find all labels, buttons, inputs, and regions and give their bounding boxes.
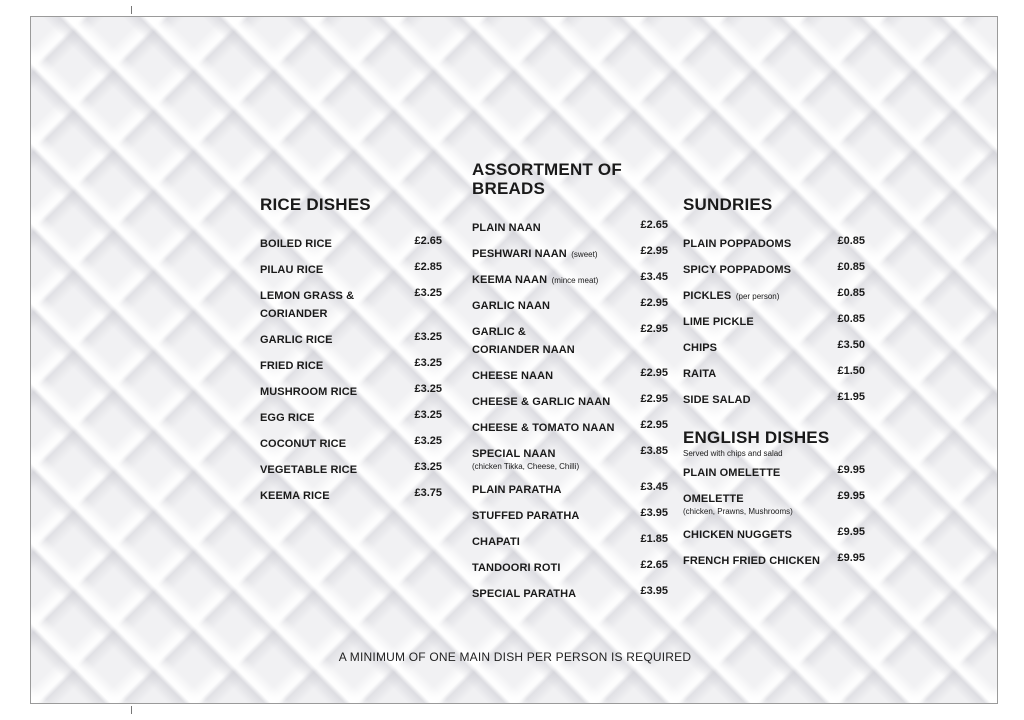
menu-item-note: (mince meat) <box>551 276 599 285</box>
menu-item-price: £2.95 <box>640 393 668 405</box>
sundries-section <box>683 195 865 577</box>
menu-item-price: £3.45 <box>640 481 668 493</box>
menu-item-price: £0.85 <box>837 313 865 325</box>
english-dishes-title: ENGLISH DISHES <box>683 428 830 447</box>
menu-item-text <box>683 312 833 330</box>
menu-item-text <box>260 408 400 426</box>
menu-item <box>683 260 865 278</box>
menu-item <box>472 322 668 358</box>
menu-item-price: £3.25 <box>414 383 442 395</box>
menu-item-price: £2.65 <box>640 559 668 571</box>
menu-item <box>472 244 668 262</box>
menu-item <box>472 270 668 288</box>
menu-item-text <box>472 558 636 576</box>
menu-item-name: STUFFED PARATHA <box>472 510 580 522</box>
menu-item-text <box>683 463 833 481</box>
menu-item-text <box>472 506 636 524</box>
menu-item-text <box>683 551 833 569</box>
menu-item-text <box>472 532 636 550</box>
menu-item <box>260 460 442 478</box>
menu-item-price: £2.95 <box>640 367 668 379</box>
menu-item-text <box>472 480 636 498</box>
menu-item-name: PICKLES <box>683 290 732 302</box>
menu-item-name: PLAIN POPPADOMS <box>683 238 792 250</box>
menu-item-price: £9.95 <box>837 490 865 502</box>
menu-item-name: TANDOORI ROTI <box>472 562 561 574</box>
menu-item-price: £1.50 <box>837 365 865 377</box>
menu-item-price: £9.95 <box>837 526 865 538</box>
menu-item-text <box>472 218 636 236</box>
menu-item-name: OMELETTE <box>683 493 744 505</box>
menu-item-name: KEEMA NAAN <box>472 274 548 286</box>
menu-item-name: LEMON GRASS & CORIANDER <box>260 290 355 320</box>
menu-item-text <box>472 270 636 288</box>
menu-item <box>260 286 442 322</box>
menu-item-price: £3.45 <box>640 271 668 283</box>
menu-item <box>683 390 865 408</box>
menu-item <box>472 418 668 436</box>
menu-item-text <box>472 392 636 410</box>
rice-dishes-title: RICE DISHES <box>260 195 371 214</box>
menu-item-name: FRENCH FRIED CHICKEN <box>683 555 821 567</box>
menu-item <box>472 296 668 314</box>
menu-item-text <box>683 489 833 517</box>
menu-item <box>472 480 668 498</box>
menu-item-price: £2.95 <box>640 245 668 257</box>
menu-item <box>683 234 865 252</box>
menu-item-text <box>260 234 400 252</box>
menu-item-text <box>683 390 833 408</box>
menu-item-name: VEGETABLE RICE <box>260 464 358 476</box>
menu-item-price: £3.25 <box>414 409 442 421</box>
menu-item-text <box>472 418 636 436</box>
menu-item-text <box>260 260 400 278</box>
menu-item-price: £0.85 <box>837 287 865 299</box>
menu-item-price: £3.25 <box>414 435 442 447</box>
menu-item-price: £3.75 <box>414 487 442 499</box>
menu-item <box>472 366 668 384</box>
menu-item-text <box>472 366 636 384</box>
menu-item <box>683 489 865 517</box>
menu-item-name: CHIPS <box>683 342 718 354</box>
menu-item-text <box>683 525 833 543</box>
menu-item-price: £2.95 <box>640 323 668 335</box>
minimum-order-notice: A MINIMUM OF ONE MAIN DISH PER PERSON IS REQUIRED <box>338 650 692 664</box>
menu-item-text <box>683 260 833 278</box>
menu-item <box>260 382 442 400</box>
menu-item-text <box>260 460 400 478</box>
menu-item-name: EGG RICE <box>260 412 315 424</box>
menu-item-price: £2.65 <box>414 235 442 247</box>
crop-mark-top <box>131 6 132 14</box>
menu-item-text <box>472 296 636 314</box>
menu-item-price: £3.50 <box>837 339 865 351</box>
menu-item-price: £0.85 <box>837 235 865 247</box>
menu-item-text <box>683 286 833 304</box>
menu-item-price: £2.65 <box>640 219 668 231</box>
menu-item-price: £3.25 <box>414 461 442 473</box>
menu-item-text <box>683 338 833 356</box>
menu-item-name: CHEESE & TOMATO NAAN <box>472 422 615 434</box>
menu-item-name: CHICKEN NUGGETS <box>683 529 793 541</box>
menu-item-text <box>260 330 400 348</box>
menu-item-name: MUSHROOM RICE <box>260 386 358 398</box>
menu-item <box>683 312 865 330</box>
menu-item-text <box>260 356 400 374</box>
menu-item-name: CHEESE NAAN <box>472 370 554 382</box>
menu-item-name: COCONUT RICE <box>260 438 347 450</box>
menu-item-price: £3.25 <box>414 331 442 343</box>
menu-item <box>472 392 668 410</box>
sundries-title: SUNDRIES <box>683 195 773 214</box>
menu-item-price: £9.95 <box>837 552 865 564</box>
menu-item-name: PILAU RICE <box>260 264 324 276</box>
menu-item-price: £3.25 <box>414 357 442 369</box>
menu-item-name: SPECIAL PARATHA <box>472 588 577 600</box>
menu-item-price: £2.95 <box>640 297 668 309</box>
menu-item-price: £3.95 <box>640 507 668 519</box>
menu-item <box>683 551 865 569</box>
menu-item-text <box>472 322 636 358</box>
english-dishes-subtitle: Served with chips and salad <box>683 449 783 458</box>
breads-title: ASSORTMENT OF BREADS <box>472 160 622 198</box>
menu-item <box>472 218 668 236</box>
menu-item-text <box>683 364 833 382</box>
menu-item <box>260 434 442 452</box>
menu-item <box>260 486 442 504</box>
menu-item-price: £3.95 <box>640 585 668 597</box>
rice-dishes-list <box>260 234 442 504</box>
menu-item-text <box>260 286 400 322</box>
menu-item-text <box>260 434 400 452</box>
menu-item-note: (sweet) <box>571 250 598 259</box>
menu-item-text <box>472 584 636 602</box>
menu-item-name: PESHWARI NAAN <box>472 248 567 260</box>
menu-item <box>472 506 668 524</box>
menu-item-name: LIME PICKLE <box>683 316 754 328</box>
menu-item <box>683 364 865 382</box>
menu-item <box>260 356 442 374</box>
menu-item-note: (per person) <box>735 292 780 301</box>
menu-item-name: KEEMA RICE <box>260 490 330 502</box>
menu-item-name: PLAIN OMELETTE <box>683 467 781 479</box>
rice-dishes-section <box>260 195 442 512</box>
menu-item-description: (chicken, Prawns, Mushrooms) <box>683 507 793 516</box>
english-dishes-section <box>683 428 865 569</box>
menu-item-text <box>472 244 636 262</box>
menu-item-price: £2.85 <box>414 261 442 273</box>
menu-item-price: £9.95 <box>837 464 865 476</box>
menu-item-name: PLAIN PARATHA <box>472 484 562 496</box>
menu-item-price: £2.95 <box>640 419 668 431</box>
english-dishes-list <box>683 463 865 569</box>
menu-item <box>683 463 865 481</box>
menu-item-name: GARLIC & CORIANDER NAAN <box>472 326 575 356</box>
menu-item <box>472 532 668 550</box>
menu-item <box>260 260 442 278</box>
menu-item-name: GARLIC NAAN <box>472 300 551 312</box>
menu-item <box>260 234 442 252</box>
menu-item <box>472 444 668 472</box>
menu-item-price: £0.85 <box>837 261 865 273</box>
menu-item-text <box>683 234 833 252</box>
menu-item <box>683 286 865 304</box>
menu-item-price: £1.85 <box>640 533 668 545</box>
breads-list <box>472 218 668 602</box>
menu-item-name: FRIED RICE <box>260 360 324 372</box>
menu-item-text <box>260 486 400 504</box>
menu-item <box>260 408 442 426</box>
menu-item-text <box>260 382 400 400</box>
menu-item-name: CHEESE & GARLIC NAAN <box>472 396 611 408</box>
menu-item-description: (chicken Tikka, Cheese, Chilli) <box>472 462 580 471</box>
menu-item <box>472 558 668 576</box>
menu-page <box>30 16 998 704</box>
menu-item-name: GARLIC RICE <box>260 334 333 346</box>
menu-item-text <box>472 444 636 472</box>
menu-item-name: RAITA <box>683 368 717 380</box>
menu-item <box>472 584 668 602</box>
breads-section <box>472 160 668 610</box>
menu-item-name: PLAIN NAAN <box>472 222 541 234</box>
menu-item-name: SIDE SALAD <box>683 394 751 406</box>
menu-item <box>683 338 865 356</box>
crop-mark-bottom <box>131 706 132 714</box>
menu-item-price: £3.85 <box>640 445 668 457</box>
menu-item-price: £3.25 <box>414 287 442 299</box>
menu-item-name: SPECIAL NAAN <box>472 448 556 460</box>
menu-item <box>260 330 442 348</box>
sundries-list <box>683 234 865 408</box>
menu-item-name: BOILED RICE <box>260 238 332 250</box>
menu-item-name: SPICY POPPADOMS <box>683 264 792 276</box>
menu-item-name: CHAPATI <box>472 536 520 548</box>
menu-item-price: £1.95 <box>837 391 865 403</box>
menu-item <box>683 525 865 543</box>
